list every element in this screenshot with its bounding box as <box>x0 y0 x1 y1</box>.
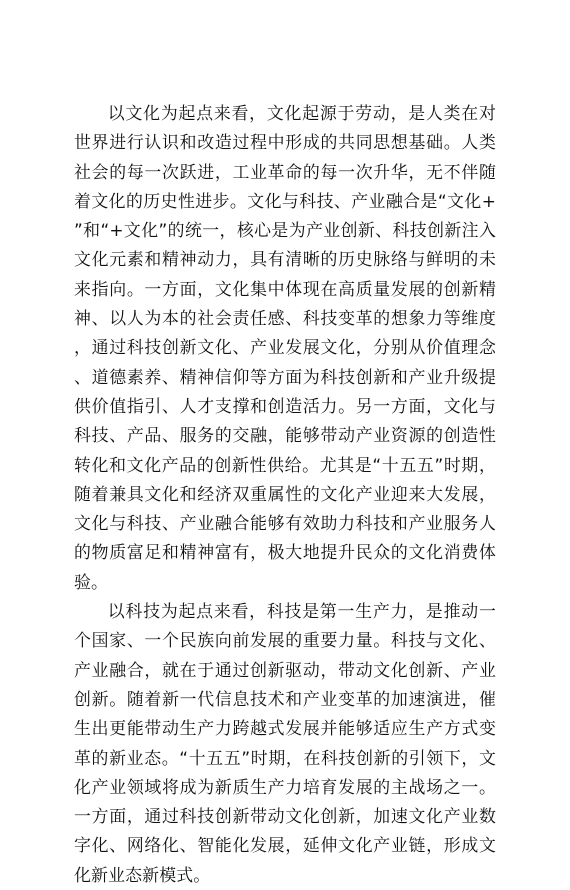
paragraph-technology-origin: 以科技为起点来看，科技是第一生产力，是推动一个国家、一个民族向前发展的重要力量。科技与文化、产业融合，就在于通过创新驱动，带动文化创新、产业创新。随着新一代信息技术和产业变革的加速演进，催生出更能带动生产力跨越式发展并能够适应生产方式变革的新业态。“十五五”时期，在科技创新的引领下，文化产业领域将成为新质生产力培育发展的主战场之一。一方面，通过科技创新带动文化创新，加速文化产业数字化、网络化、智能化发展，延伸文化产业链，形成文化新业态新模式。 <box>74 601 496 885</box>
article-body <box>74 99 496 890</box>
paragraph-culture-origin: 以文化为起点来看，文化起源于劳动，是人类在对世界进行认识和改造过程中形成的共同思想基础。人类社会的每一次跃进，工业革命的每一次升华，无不伴随着文化的历史性进步。文化与科技、产业融合是“文化+”和“+文化”的统一，核心是为产业创新、科技创新注入文化元素和精神动力，具有清晰的历史脉络与鲜明的未来指向。一方面，文化集中体现在高质量发展的创新精神、以人为本的社会责任感、科技变革的想象力等维度，通过科技创新文化、产业发展文化，分别从价值理念、道德素养、精神信仰等方面为科技创新和产业升级提供价值指引、人才支撑和创造活力。另一方面，文化与科技、产品、服务的交融，能够带动产业资源的创造性转化和文化产品的创新性供给。尤其是“十五五”时期，随着兼具文化和经济双重属性的文化产业迎来大发展，文化与科技、产业融合能够有效助力科技和产业服务人的物质富足和精神富有，极大地提升民众的文化消费体验。 <box>74 103 496 592</box>
